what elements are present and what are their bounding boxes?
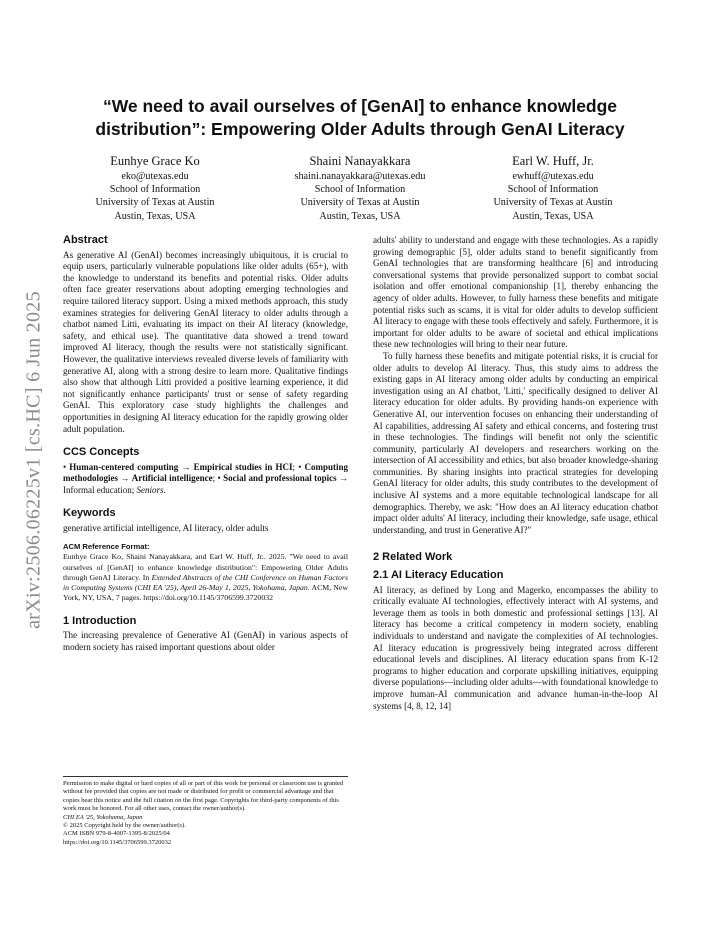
related-work-text: AI literacy, as defined by Long and Magerko, encompasses the ability to critically evaluate AI technologies, effectively interact with AI systems, and leverage them as tools in both domestic and professional settings [13]. AI literacy has become a critical competency in modern society, enabling individuals to understand and navigate the complexities of AI technologies. AI literacy education is progressively being integrated across different educational levels and disciplines. AI literacy education spans from K-12 programs to higher education and corporate upskilling initiatives, equipping diverse populations—including older adults—with foundational knowledge to improve human-AI communication and advance human-in-the-loop AI systems [4, 8, 12, 14] bbox=[373, 584, 658, 711]
related-work-heading: 2 Related Work bbox=[373, 551, 453, 564]
intro-paragraph-1: adults' ability to understand and engage with these technologies. As a rapidly growing demographic [5], older adults stand to benefit significantly from GenAI technologies that are transforming healthcare [6] and introducing conversational systems that provide personalized support to combat social isolation and offer emotional companionship [1], thereby enhancing the agency of older adults. However, to fully harness these benefits and mitigate potential risks such as scams, it is vital for older adults to develop sufficient AI literacy to engage with these tools effectively and safely. Furthermore, it is important for older adults to be aware of societal and ethical implications these new technologies will bring to their near future. bbox=[373, 235, 658, 350]
author-name: Eunhye Grace Ko bbox=[110, 154, 200, 168]
right-column bbox=[373, 235, 658, 712]
ai-literacy-heading: 2.1 AI Literacy Education bbox=[373, 569, 504, 582]
author-dept: School of Information bbox=[507, 184, 599, 196]
author-2 bbox=[265, 153, 455, 223]
author-univ: University of Texas at Austin bbox=[493, 197, 613, 209]
acm-reference-heading: ACM Reference Format: bbox=[63, 541, 150, 551]
paper-title bbox=[60, 95, 660, 141]
permission-footnote: Permission to make digital or hard copies of all or part of this work for personal or classroom use is granted without fee provided that copies are not made or distributed for profit or commercial advantage and that copies bear this notice and the full citation on the first page. Copyrights for third-party components of this work must be honored. For all other uses, contact the owner/author(s). CHI EA '25, Yokohama, Japan © 2025 Copyright held by the owner/author(s). ACM ISBN 979-8-4007-1395-8/2025/04 https://doi.org/10.1145/3706599.3720032 bbox=[63, 776, 348, 847]
abstract-text: As generative AI (GenAI) becomes increasingly ubiquitous, it is crucial to equip users, particularly vulnerable populations like older adults (65+), with the knowledge to understand its benefits and potential risks. Older adults often face greater reservations about adopting emerging technologies and require tailored literacy support. Using a mixed methods approach, this study examines strategies for delivering GenAI literacy to older adults through a chatbot named Litti, evaluating its impact on their AI literacy (knowledge, safety, and ethical use). The quantitative data showed a trend toward improved AI literacy, though the results were not statistically significant. However, the qualitative interviews revealed diverse levels of familiarity with generative AI, along with a strong desire to learn more. Qualitative findings also show that although Litti provided a positive learning experience, it did not significantly enhance participants' trust or sense of safety regarding GenAI. This exploratory case study highlights the challenges and opportunities in designing AI literacy education for the rapidly growing older adult population. bbox=[63, 249, 348, 434]
author-1 bbox=[60, 153, 250, 223]
author-email: eko@utexas.edu bbox=[121, 171, 189, 182]
author-dept: School of Information bbox=[314, 184, 406, 196]
author-name: Earl W. Huff, Jr. bbox=[512, 154, 594, 168]
left-column bbox=[63, 235, 348, 654]
author-email: ewhuff@utexas.edu bbox=[512, 171, 594, 182]
author-name: Shaini Nanayakkara bbox=[309, 154, 411, 168]
ccs-heading: CCS Concepts bbox=[63, 446, 140, 459]
author-location: Austin, Texas, USA bbox=[319, 210, 401, 222]
keywords-text: generative artificial intelligence, AI literacy, older adults bbox=[63, 523, 269, 534]
author-location: Austin, Texas, USA bbox=[512, 210, 594, 222]
intro-paragraph-2: To fully harness these benefits and mitigate potential risks, it is crucial for older adults to develop AI literacy. Thus, this study aims to address the existing gaps in AI literacy among older adults by conducting an empirical investigation using an AI chatbot, 'Litti,' specifically designed to deliver AI literacy education for older adults. By providing hands-on experience with Generative AI, our intervention focuses on enhancing their understanding of AI capabilities, addressing AI safety and ethical concerns, and fostering trust in these technologies. The findings will benefit not only the scientific community, particularly AI developers and researchers working on the intersection of AI accessibility and ethics, but also broader knowledge-sharing communities. By sharing insights into practical strategies for developing GenAI literacy for older adults, this study contributes to the development of inclusive AI systems and a more equitable technological landscape for all demographics. Thereby, we ask: "How does an AI literacy education chatbot impact older adults' AI literacy, including their knowledge, safe usage, ethical understanding, and trust in Generative AI?" bbox=[373, 350, 658, 535]
author-location: Austin, Texas, USA bbox=[114, 210, 196, 222]
author-3 bbox=[458, 153, 648, 223]
arxiv-identifier: arXiv:2506.06225v1 [cs.HC] 6 Jun 2025 bbox=[22, 291, 45, 629]
abstract-heading: Abstract bbox=[63, 234, 108, 246]
title-line-1: “We need to avail ourselves of [GenAI] to enhance knowledge bbox=[102, 96, 618, 116]
author-email: shaini.nanayakkara@utexas.edu bbox=[294, 171, 426, 182]
ccs-text: • Human-centered computing → Empirical studies in HCI; • Computing methodologies → Artificial intelligence; • Social and professional topics → Informal education; Seniors. bbox=[63, 461, 349, 495]
author-univ: University of Texas at Austin bbox=[95, 197, 215, 209]
author-univ: University of Texas at Austin bbox=[300, 197, 420, 209]
introduction-heading: 1 Introduction bbox=[63, 614, 137, 627]
acm-reference-text: Eunhye Grace Ko, Shaini Nanayakkara, and Earl W. Huff, Jr.. 2025. "We need to avail ourselves of [GenAI] to enhance knowledge distribution": Empowering Older Adults through GenAI Literacy. In Extended Abstracts of the CHI Conference on Human Factors in Computing Systems (CHI EA '25), April 26-May 1, 2025, Yokohama, Japan. ACM, New York, NY, USA, 7 pages. https://doi.org/10.1145/3706599.3720032 bbox=[63, 552, 348, 603]
keywords-heading: Keywords bbox=[63, 507, 116, 520]
author-dept: School of Information bbox=[109, 184, 201, 196]
title-line-2: distribution”: Empowering Older Adults through GenAI Literacy bbox=[95, 119, 625, 139]
introduction-text: The increasing prevalence of Generative AI (GenAI) in various aspects of modern society has raised important questions about older bbox=[63, 630, 348, 652]
